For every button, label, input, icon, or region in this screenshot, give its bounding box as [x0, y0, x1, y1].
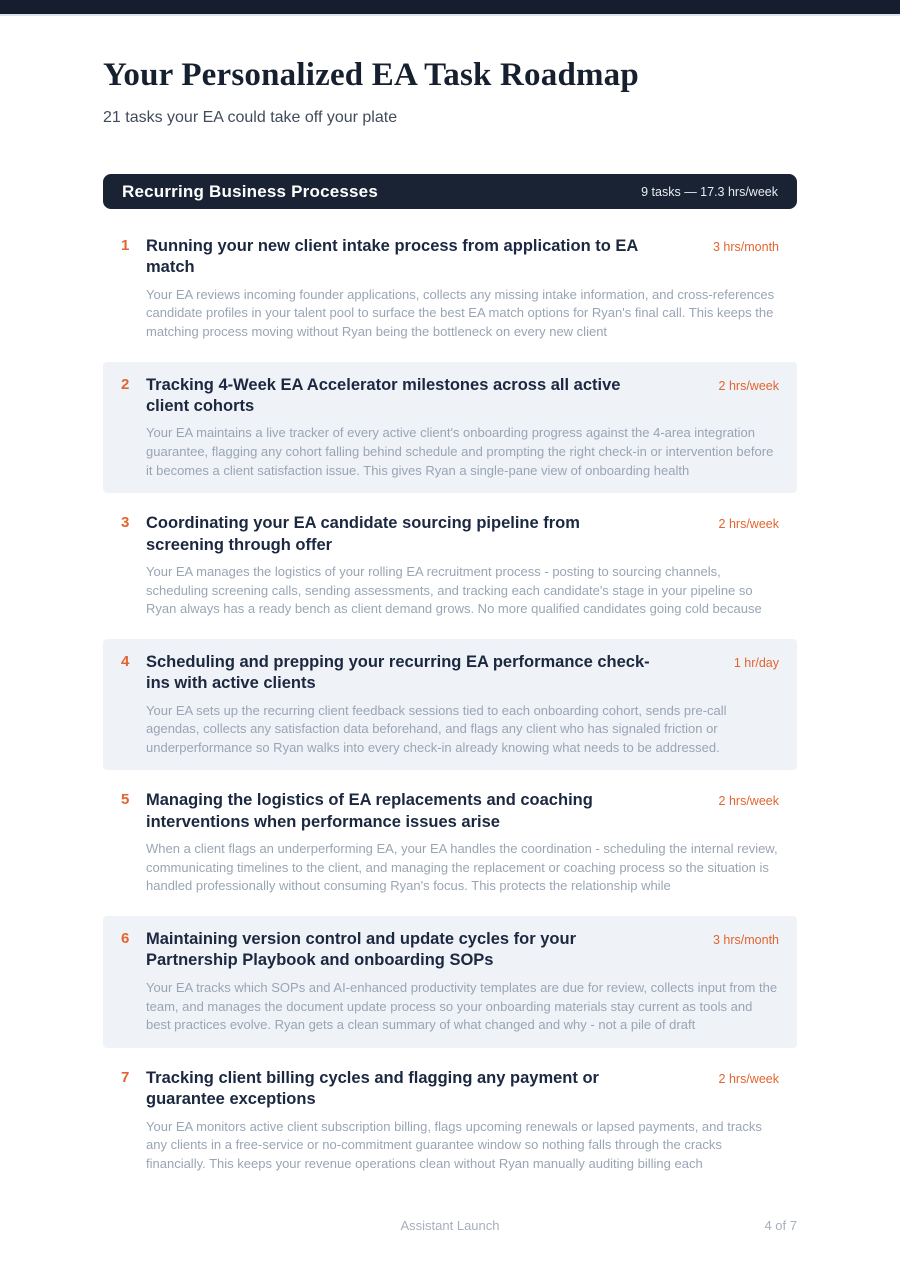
task-body [146, 375, 797, 481]
task-row [103, 500, 797, 632]
page-number: 4 of 7 [764, 1218, 797, 1233]
task-body [146, 929, 797, 1035]
page-footer [0, 1218, 900, 1236]
section-meta: 9 tasks — 17.3 hrs/week [641, 184, 778, 199]
task-description: When a client flags an underperforming EA, your EA handles the coordination - scheduling the internal review, communicating timelines to the client, and managing the replacement or coaching process so the situation is handled professionally without consuming Ryan's focus. This protects the relationship while [146, 841, 778, 894]
section-header [103, 174, 797, 209]
task-time-estimate: 2 hrs/week [718, 1071, 779, 1086]
task-time-estimate: 1 hr/day [733, 655, 779, 670]
task-time-estimate: 3 hrs/month [712, 933, 779, 948]
task-number: 1 [121, 237, 130, 254]
task-description: Your EA maintains a live tracker of every active client's onboarding progress against the 4-area integration guarantee, flagging any cohort falling behind schedule and prompting the right check-in or intervention before it becomes a client satisfaction issue. This gives Ryan a single-pane view of onboarding health [146, 425, 774, 478]
task-title: Coordinating your EA candidate sourcing pipeline from screening through offer [146, 514, 580, 554]
page-subtitle: 21 tasks your EA could take off your plate [103, 109, 398, 126]
task-description: Your EA manages the logistics of your rolling EA recruitment process - posting to sourcing channels, scheduling screening calls, sending assessments, and tracking each candidate's stage in your pipeline so Ryan always has a ready bench as client demand grows. No more qualified candidates going cold because [146, 564, 762, 617]
footer-brand: Assistant Launch [400, 1218, 500, 1233]
task-description: Your EA tracks which SOPs and AI-enhanced productivity templates are due for review, collects input from the team, and manages the document update process so your onboarding materials stay current as tools and best practices evolve. Ryan gets a clean summary of what changed and why - not a pile of draft [146, 979, 778, 1033]
task-time-estimate: 2 hrs/week [718, 378, 779, 393]
task-title: Maintaining version control and update cycles for your Partnership Playbook and onboarding SOPs [146, 930, 576, 970]
task-row [103, 223, 797, 355]
task-row [103, 362, 797, 494]
task-row [103, 1055, 797, 1187]
task-description: Your EA reviews incoming founder applications, collects any missing intake information, and cross-references candidate profiles in your talent pool to surface the best EA match options for Ryan's final call. This keeps the matching process moving without Ryan being the bottleneck on every new client [146, 286, 775, 340]
task-time-estimate: 2 hrs/week [718, 517, 779, 532]
task-row [103, 777, 797, 909]
task-number: 2 [121, 375, 130, 393]
task-number: 6 [121, 930, 130, 948]
task-number: 7 [121, 1068, 130, 1086]
task-number: 4 [121, 652, 130, 670]
section-title: Recurring Business Processes [122, 181, 378, 201]
task-body [146, 1068, 797, 1174]
task-title: Tracking client billing cycles and flagging any payment or guarantee exceptions [146, 1068, 599, 1109]
task-body [146, 236, 797, 342]
task-description: Your EA monitors active client subscription billing, flags upcoming renewals or lapsed payments, and tracks any clients in a free-service or no-commitment guarantee window so nothing falls through the cracks financially. This keeps your revenue operations clean without Ryan manually auditing billing each [146, 1118, 762, 1171]
task-time-estimate: 2 hrs/week [718, 794, 779, 809]
page-title: Your Personalized EA Task Roadmap [103, 57, 639, 93]
task-time-estimate: 3 hrs/month [712, 240, 779, 254]
top-accent-bar [0, 0, 900, 16]
task-description: Your EA sets up the recurring client feedback sessions tied to each onboarding cohort, sends pre-call agendas, collects any satisfaction data beforehand, and flags any client who has signaled friction or underperformance so Ryan walks into every check-in already knowing what needs to be addressed. [146, 702, 727, 755]
document-page [0, 57, 900, 1186]
task-title: Tracking 4-Week EA Accelerator milestones across all active client cohorts [146, 375, 621, 416]
task-row [103, 639, 797, 771]
task-title: Scheduling and prepping your recurring EA performance check-ins with active clients [146, 652, 650, 693]
task-number: 3 [121, 514, 130, 532]
task-body [146, 652, 797, 758]
task-title: Managing the logistics of EA replacements and coaching interventions when performance issues arise [146, 791, 593, 831]
task-body [146, 513, 797, 619]
task-body [146, 790, 797, 896]
task-row [103, 916, 797, 1048]
task-title: Running your new client intake process from application to EA match [146, 237, 638, 277]
task-number: 5 [121, 791, 130, 809]
task-list [103, 223, 797, 1186]
